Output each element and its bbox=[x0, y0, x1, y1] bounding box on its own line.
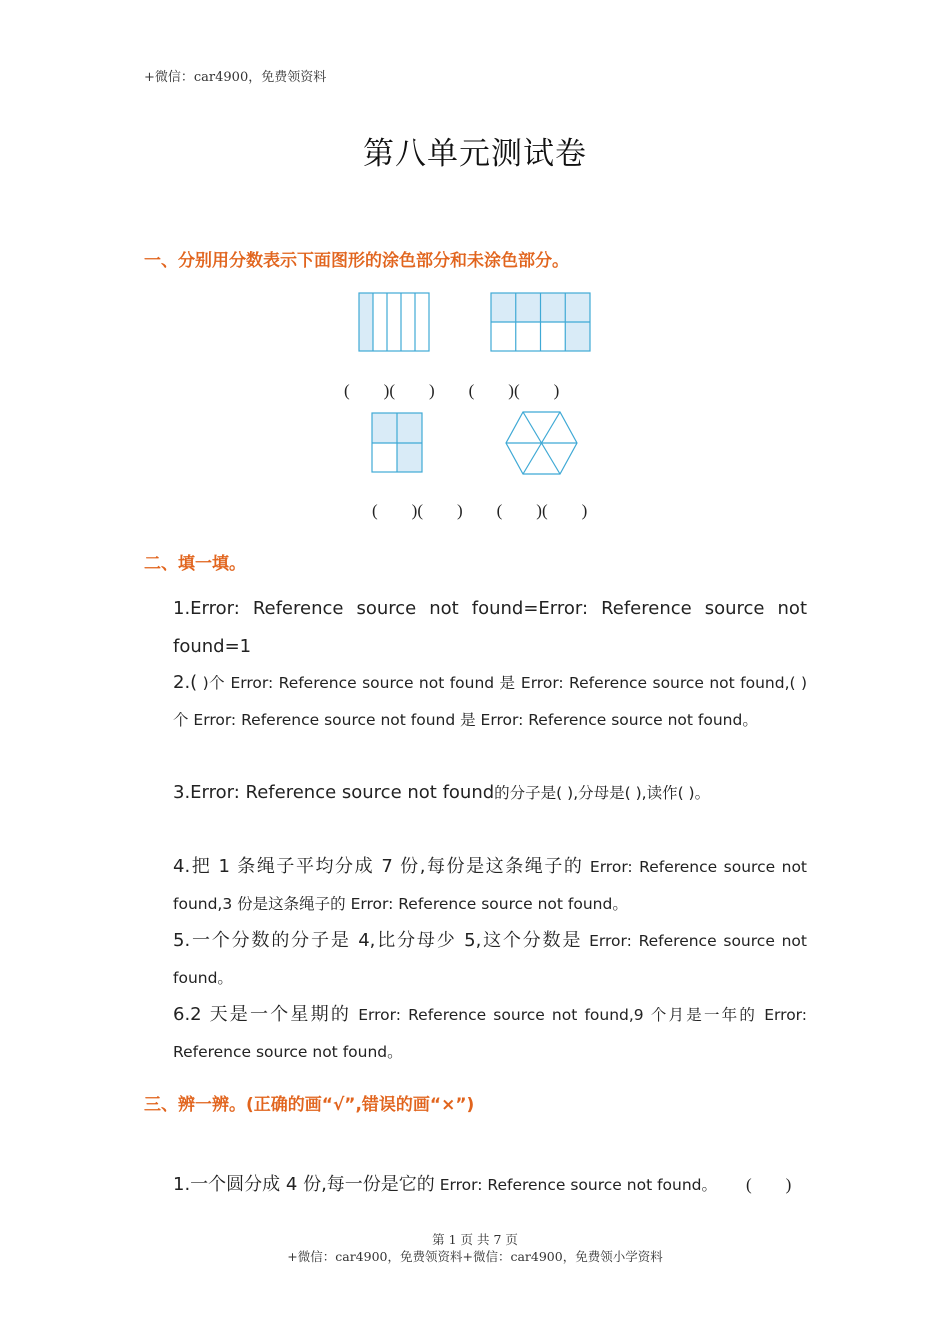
figure-square-4-cells bbox=[371, 412, 425, 474]
fill-item-1: 1.Error: Reference source not found=Error: Reference source not found=1 bbox=[173, 598, 807, 657]
answer-row-1: ( )( ) ( )( ) bbox=[344, 381, 560, 400]
figure-rectangle-8-cells bbox=[490, 292, 593, 354]
shaded-strip bbox=[359, 293, 373, 351]
fill-item-6: 6.2 天是一个星期的 Error: Reference source not found,9 个月是一年的 Error: Reference source not found。 bbox=[173, 1004, 807, 1061]
section3-heading: 三、辨一辨。(正确的画“√”,错误的画“×”) bbox=[144, 1095, 475, 1115]
fill-item-3: 3.Error: Reference source not found的分子是( ),分母是( ),读作( )。 bbox=[173, 782, 711, 803]
page-title: 第八单元测试卷 bbox=[363, 136, 587, 172]
answer-row-2: ( )( ) ( )( ) bbox=[372, 501, 588, 520]
page-number: 第 1 页 共 7 页 bbox=[432, 1232, 518, 1247]
footer-note: +微信：car4900，免费领资料+微信：car4900，免费领小学资料 bbox=[287, 1249, 663, 1264]
section1-heading: 一、分别用分数表示下面图形的涂色部分和未涂色部分。 bbox=[144, 251, 569, 271]
figure-hexagon-6-triangles bbox=[505, 411, 579, 477]
fill-item-4: 4.把 1 条绳子平均分成 7 份,每份是这条绳子的 Error: Reference source not found,3 份是这条绳子的 Error: Reference source not found。 bbox=[173, 856, 808, 913]
fill-item-5: 5.一个分数的分子是 4,比分母少 5,这个分数是 Error: Reference source not found。 bbox=[173, 930, 807, 987]
judge-answer-paren: ( ) bbox=[746, 1175, 792, 1194]
header-note: +微信：car4900，免费领资料 bbox=[144, 70, 327, 85]
fill-item-2: 2.( )个 Error: Reference source not found 是 Error: Reference source not found,( )个 Error: Reference source not found 是 Error: Reference source not found。 bbox=[173, 672, 807, 729]
section2-heading: 二、填一填。 bbox=[144, 554, 246, 574]
judge-item-1: 1.一个圆分成 4 份,每一份是它的 Error: Reference source not found。 ( ) bbox=[173, 1166, 807, 1204]
figure-rectangle-5-strips bbox=[358, 292, 432, 354]
